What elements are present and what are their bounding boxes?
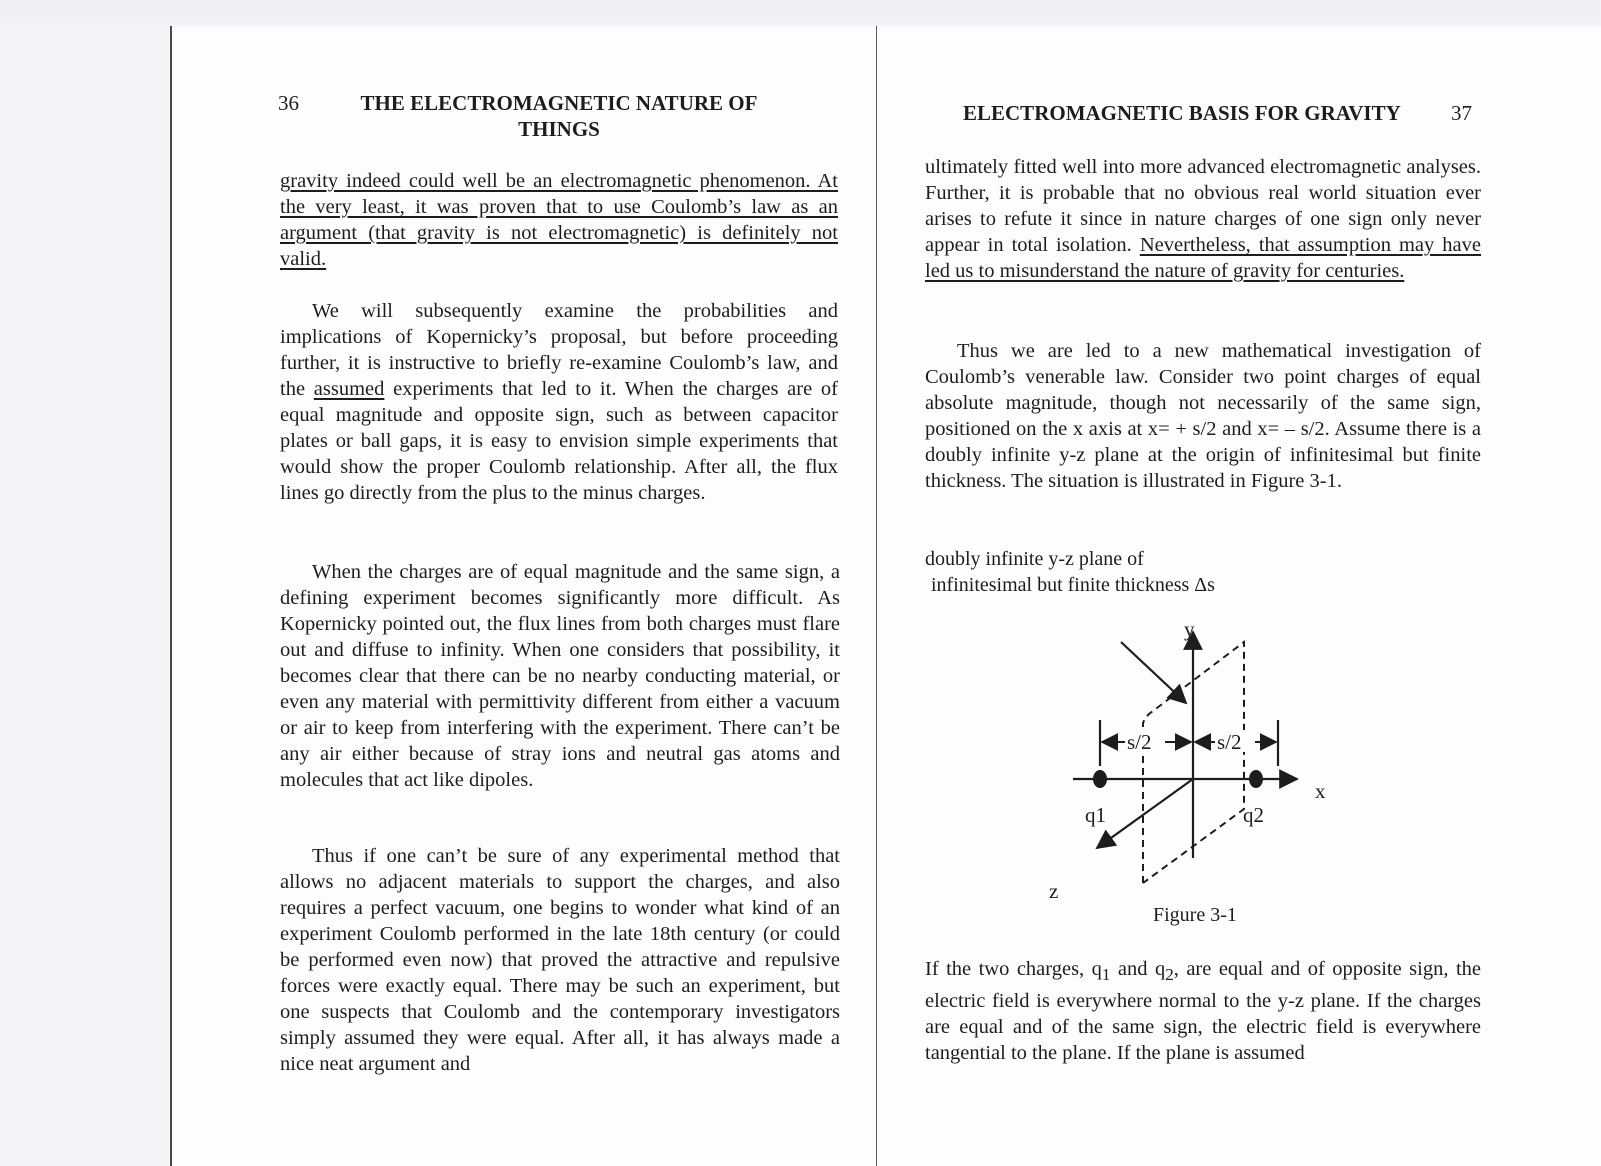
plane-pointer-arrow bbox=[1121, 642, 1186, 703]
figure-label-line2: infinitesimal but finite thickness Δs bbox=[931, 574, 1215, 596]
paragraph bbox=[925, 154, 1481, 284]
charge-q1-dot bbox=[1093, 770, 1107, 788]
charge-q2-label: q2 bbox=[1243, 803, 1264, 827]
paragraph-text: Thus we are led to a new mathematical investigation of Coulomb’s venerable law. Consider two point charges of equal absolute magnitude, though not necessarily of the same sign, positioned on the x axis at x= + s/2 and x= – s/2. Assume there is a doubly infinite y-z plane at the origin of infinitesimal but finite thickness. The situation is illustrated in Figure 3-1. bbox=[925, 340, 1481, 492]
paragraph bbox=[280, 168, 838, 272]
figure-caption: Figure 3-1 bbox=[1153, 904, 1237, 926]
paragraph bbox=[280, 559, 840, 793]
figure-3-1-diagram bbox=[1049, 596, 1373, 903]
paragraph bbox=[280, 298, 838, 506]
figure-label-line1: doubly infinite y-z plane of bbox=[925, 548, 1144, 570]
running-header: ELECTROMAGNETIC BASIS FOR GRAVITY bbox=[963, 101, 1401, 125]
left-page bbox=[170, 26, 876, 1166]
paragraph bbox=[925, 338, 1481, 494]
charge-q2-dot bbox=[1249, 770, 1263, 788]
z-axis bbox=[1097, 779, 1193, 848]
subscript: 2 bbox=[1165, 965, 1174, 985]
x-axis-label: x bbox=[1315, 779, 1326, 803]
right-page bbox=[876, 26, 1601, 1166]
paragraph-text: ultimately fitted well into more advanced electromagnetic analyses. Further, it is probable that no obvious real world situation ever arises to refute it since in nature charges of one sign only never appear in total isolation. bbox=[925, 156, 1481, 256]
y-axis-label: y bbox=[1184, 617, 1195, 641]
paragraph-text: experiments that led to it. When the charges are of equal magnitude and opposite sign, such as between capacitor plates or ball gaps, it is easy to envision simple experiments that would show the proper Coulomb relationship. After all, the flux lines go directly from the plus to the minus charges. bbox=[280, 378, 839, 504]
subscript: 1 bbox=[1101, 965, 1111, 985]
underlined-text: gravity indeed could well be an electromagnetic phenomenon. At the very least, it was proven that to use Coulomb’s law as an argument (that gravity is not electromagnetic) is definitely not valid. bbox=[280, 170, 838, 270]
z-axis-label: z bbox=[1049, 879, 1059, 903]
page-number: 36 bbox=[278, 91, 299, 115]
paragraph-text: , are equal and of opposite sign, the electric field is everywhere normal to the y-z plane. If the charges are equal and of the same sign, the electric field is everywhere tangential to the plane. If the plane is assumed bbox=[925, 958, 1481, 1065]
charge-q1-label: q1 bbox=[1085, 803, 1106, 827]
dimension-label-left: s/2 bbox=[1127, 730, 1152, 754]
running-header: THE ELECTROMAGNETIC NATURE OF THINGS bbox=[360, 91, 758, 141]
paragraph-text: When the charges are of equal magnitude and the same sign, a defining experiment becomes significantly more difficult. As Kopernicky pointed out, the flux lines from both charges must flare out and diffuse to infinity. When one considers that possibility, it becomes clear that there can be no nearby conducting material, or even any material with permittivity different from either a vacuum or air to keep from interfering with the experiment. There can’t be any air either because of stray ions and neutral gas atoms and molecules that act like dipoles. bbox=[280, 561, 840, 791]
scan-background bbox=[0, 0, 1600, 28]
paragraph bbox=[280, 843, 840, 1077]
underlined-word: assumed bbox=[313, 378, 385, 400]
dimension-label-right: s/2 bbox=[1217, 730, 1242, 754]
paragraph-text: Thus if one can’t be sure of any experimental method that allows no adjacent materials to support the charges, and also requires a perfect vacuum, one begins to wonder what kind of an experiment Coulomb performed in the late 18th century (or could be performed even now) that proved the attractive and repulsive forces were exactly equal. There may be such an experiment, but one suspects that Coulomb and the contemporary investigators simply assumed they were equal. After all, it has always made a nice neat argument and bbox=[280, 845, 840, 1075]
paragraph bbox=[925, 956, 1481, 1066]
paragraph-text: We will subsequently examine the probabilities and implications of Kopernicky’s proposal, but before proceeding further, it is instructive to briefly re-examine Coulomb’s law, and the bbox=[280, 300, 838, 400]
paragraph-text: and q bbox=[1110, 958, 1166, 980]
paragraph-text: If the two charges, q bbox=[925, 958, 1102, 980]
underlined-text: Nevertheless, that assumption may have led us to misunderstand the nature of gravity for centuries. bbox=[925, 234, 1481, 282]
page-number: 37 bbox=[1451, 101, 1472, 125]
